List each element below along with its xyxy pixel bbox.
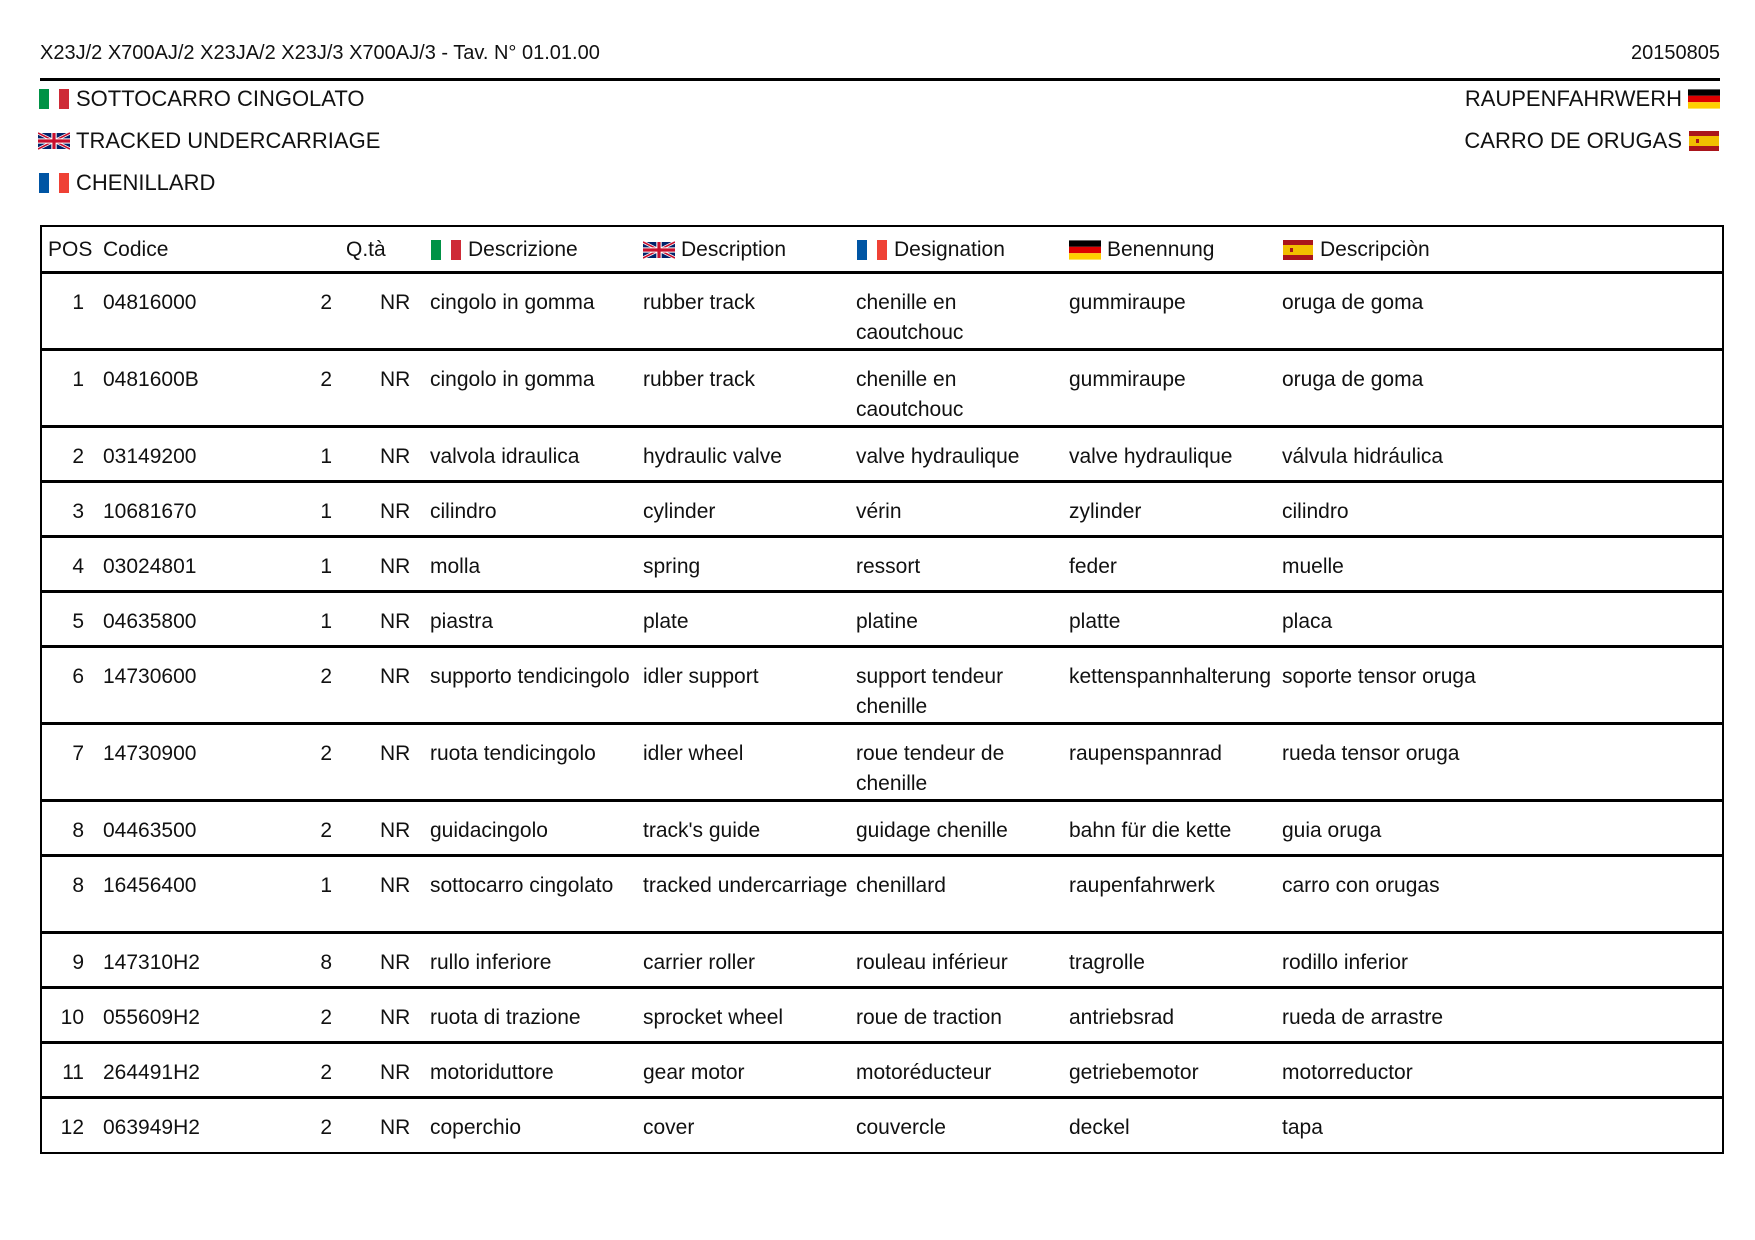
table-row — [42, 274, 1722, 351]
cell-desc-de: gummiraupe — [1069, 368, 1186, 391]
cell-pos: 6 — [72, 665, 84, 688]
cell-desc-fr: chenille en caoutchouc — [856, 368, 964, 421]
france-flag-icon — [38, 173, 70, 193]
cell-desc-de: antriebsrad — [1069, 1006, 1175, 1029]
cell-unit: NR — [380, 665, 411, 688]
cell-desc-de: tragrolle — [1069, 951, 1145, 974]
cell-pos: 12 — [60, 1116, 84, 1139]
cell-unit: NR — [380, 555, 411, 578]
cell-desc-it: cingolo in gomma — [430, 291, 595, 314]
cell-code: 03149200 — [103, 445, 197, 468]
cell-qty: 2 — [320, 1006, 332, 1029]
cell-desc-es: motorreductor — [1282, 1061, 1413, 1084]
cell-unit: NR — [380, 874, 411, 897]
table-row — [42, 648, 1722, 725]
cell-desc-fr: vérin — [856, 500, 902, 523]
cell-desc-it: valvola idraulica — [430, 445, 580, 468]
cell-qty: 2 — [320, 742, 332, 765]
cell-desc-it: rullo inferiore — [430, 951, 552, 974]
section-title-fr — [38, 170, 215, 196]
cell-desc-en: hydraulic valve — [643, 445, 782, 468]
cell-desc-de: bahn für die kette — [1069, 819, 1232, 842]
cell-desc-de: platte — [1069, 610, 1121, 633]
parts-table — [40, 225, 1724, 1154]
cell-desc-en: plate — [643, 610, 689, 633]
col-header-es-label: Descripciòn — [1320, 238, 1430, 261]
cell-pos: 1 — [72, 368, 84, 391]
col-header-it-label: Descrizione — [468, 238, 578, 261]
cell-code: 10681670 — [103, 500, 197, 523]
uk-flag-icon — [643, 240, 675, 260]
cell-desc-en: gear motor — [643, 1061, 745, 1084]
cell-pos: 2 — [72, 445, 84, 468]
cell-desc-fr: ressort — [856, 555, 921, 578]
cell-desc-es: cilindro — [1282, 500, 1349, 523]
germany-flag-icon — [1688, 89, 1720, 109]
cell-unit: NR — [380, 742, 411, 765]
page-header — [40, 38, 1720, 81]
table-row — [42, 802, 1722, 857]
cell-qty: 1 — [320, 445, 332, 468]
document-date: 20150805 — [1631, 42, 1720, 64]
cell-desc-it: guidacingolo — [430, 819, 548, 842]
cell-desc-es: tapa — [1282, 1116, 1323, 1139]
col-header-de — [1069, 238, 1214, 262]
cell-desc-es: rueda de arrastre — [1282, 1006, 1444, 1029]
table-row — [42, 857, 1722, 934]
cell-desc-fr: support tendeur chenille — [856, 665, 1004, 718]
cell-code: 16456400 — [103, 874, 197, 897]
cell-qty: 8 — [320, 951, 332, 974]
cell-desc-es: oruga de goma — [1282, 291, 1424, 314]
cell-qty: 2 — [320, 1061, 332, 1084]
cell-desc-es: rueda tensor oruga — [1282, 742, 1460, 765]
col-header-qty: Q.tà — [346, 238, 386, 261]
cell-desc-de: deckel — [1069, 1116, 1130, 1139]
cell-qty: 1 — [320, 500, 332, 523]
cell-desc-it: motoriduttore — [430, 1061, 554, 1084]
cell-pos: 11 — [62, 1061, 84, 1084]
cell-desc-es: placa — [1282, 610, 1333, 633]
cell-qty: 1 — [320, 555, 332, 578]
cell-desc-en: sprocket wheel — [643, 1006, 784, 1029]
col-header-de-label: Benennung — [1107, 238, 1215, 261]
cell-desc-fr: couvercle — [856, 1116, 946, 1139]
section-title-it — [38, 86, 364, 112]
cell-code: 04635800 — [103, 610, 197, 633]
cell-qty: 2 — [320, 291, 332, 314]
cell-code: 0481600B — [103, 368, 199, 391]
cell-desc-fr: motoréducteur — [856, 1061, 992, 1084]
cell-pos: 5 — [72, 610, 84, 633]
table-row — [42, 1099, 1722, 1152]
cell-code: 04816000 — [103, 291, 197, 314]
col-header-en-label: Description — [681, 238, 787, 261]
cell-pos: 8 — [72, 874, 84, 897]
cell-desc-es: válvula hidráulica — [1282, 445, 1444, 468]
cell-desc-de: valve hydraulique — [1069, 445, 1233, 468]
cell-unit: NR — [380, 819, 411, 842]
cell-qty: 2 — [320, 368, 332, 391]
cell-pos: 8 — [72, 819, 84, 842]
cell-desc-de: raupenfahrwerk — [1069, 874, 1215, 897]
col-header-es — [1282, 238, 1430, 262]
table-row — [42, 1044, 1722, 1099]
cell-desc-en: rubber track — [643, 368, 756, 391]
section-title-de — [1465, 86, 1720, 112]
cell-desc-es: oruga de goma — [1282, 368, 1424, 391]
cell-pos: 10 — [60, 1006, 84, 1029]
cell-code: 03024801 — [103, 555, 197, 578]
cell-desc-de: raupenspannrad — [1069, 742, 1222, 765]
cell-desc-it: ruota tendicingolo — [430, 742, 596, 765]
cell-qty: 2 — [320, 1116, 332, 1139]
cell-desc-en: carrier roller — [643, 951, 756, 974]
cell-desc-en: cylinder — [643, 500, 716, 523]
cell-unit: NR — [380, 610, 411, 633]
italy-flag-icon — [38, 89, 70, 109]
table-row — [42, 725, 1722, 802]
col-header-pos: POS — [48, 238, 93, 261]
cell-unit: NR — [380, 291, 411, 314]
cell-desc-it: sottocarro cingolato — [430, 874, 614, 897]
cell-desc-it: piastra — [430, 610, 494, 633]
cell-desc-it: ruota di trazione — [430, 1006, 581, 1029]
cell-qty: 2 — [320, 665, 332, 688]
cell-desc-en: cover — [643, 1116, 695, 1139]
cell-desc-fr: chenille en caoutchouc — [856, 291, 964, 344]
cell-pos: 7 — [72, 742, 84, 765]
cell-desc-de: getriebemotor — [1069, 1061, 1199, 1084]
cell-code: 14730600 — [103, 665, 197, 688]
col-header-code: Codice — [103, 238, 169, 261]
table-row — [42, 593, 1722, 648]
section-title-it-label: SOTTOCARRO CINGOLATO — [76, 86, 365, 111]
cell-desc-fr: platine — [856, 610, 918, 633]
table-row — [42, 483, 1722, 538]
cell-desc-fr: roue tendeur de chenille — [856, 742, 1005, 795]
cell-pos: 9 — [72, 951, 84, 974]
italy-flag-icon — [430, 240, 462, 260]
table-row — [42, 538, 1722, 593]
cell-desc-it: cingolo in gomma — [430, 368, 595, 391]
cell-unit: NR — [380, 1006, 411, 1029]
cell-desc-es: soporte tensor oruga — [1282, 665, 1476, 688]
cell-qty: 1 — [320, 874, 332, 897]
section-title-en-label: TRACKED UNDERCARRIAGE — [76, 128, 381, 153]
cell-desc-fr: valve hydraulique — [856, 445, 1020, 468]
col-header-en — [643, 238, 786, 262]
cell-desc-es: carro con orugas — [1282, 874, 1440, 897]
cell-unit: NR — [380, 951, 411, 974]
cell-desc-en: rubber track — [643, 291, 756, 314]
cell-code: 04463500 — [103, 819, 197, 842]
cell-desc-en: spring — [643, 555, 701, 578]
germany-flag-icon — [1069, 240, 1101, 260]
cell-desc-de: feder — [1069, 555, 1117, 578]
cell-code: 264491H2 — [103, 1061, 200, 1084]
cell-desc-it: cilindro — [430, 500, 497, 523]
cell-code: 14730900 — [103, 742, 197, 765]
cell-desc-de: zylinder — [1069, 500, 1142, 523]
table-row — [42, 428, 1722, 483]
cell-desc-en: idler support — [643, 665, 759, 688]
cell-desc-en: track's guide — [643, 819, 761, 842]
cell-desc-de: kettenspannhalterung — [1069, 665, 1271, 688]
cell-pos: 4 — [72, 555, 84, 578]
spain-flag-icon — [1282, 240, 1314, 260]
cell-code: 055609H2 — [103, 1006, 200, 1029]
col-header-fr — [856, 238, 1005, 262]
cell-desc-en: tracked undercarriage — [643, 874, 848, 897]
cell-desc-it: coperchio — [430, 1116, 522, 1139]
cell-qty: 2 — [320, 819, 332, 842]
cell-qty: 1 — [320, 610, 332, 633]
cell-desc-de: gummiraupe — [1069, 291, 1186, 314]
france-flag-icon — [856, 240, 888, 260]
table-header — [42, 227, 1722, 274]
cell-desc-en: idler wheel — [643, 742, 744, 765]
cell-unit: NR — [380, 500, 411, 523]
col-header-it — [430, 238, 578, 262]
cell-desc-es: guia oruga — [1282, 819, 1382, 842]
cell-pos: 1 — [72, 291, 84, 314]
table-row — [42, 351, 1722, 428]
cell-unit: NR — [380, 1061, 411, 1084]
cell-desc-fr: guidage chenille — [856, 819, 1008, 842]
col-header-fr-label: Designation — [894, 238, 1005, 261]
cell-desc-fr: chenillard — [856, 874, 946, 897]
uk-flag-icon — [38, 131, 70, 151]
cell-desc-it: supporto tendicingolo — [430, 665, 630, 688]
section-title-de-label: RAUPENFAHRWERH — [1464, 86, 1682, 111]
document-title: X23J/2 X700AJ/2 X23JA/2 X23J/3 X700AJ/3 - Tav. N° 01.01.00 — [40, 42, 600, 64]
section-title-en — [38, 128, 380, 154]
cell-pos: 3 — [72, 500, 84, 523]
cell-desc-fr: roue de traction — [856, 1006, 1002, 1029]
cell-desc-it: molla — [430, 555, 481, 578]
cell-desc-es: muelle — [1282, 555, 1344, 578]
cell-unit: NR — [380, 368, 411, 391]
cell-desc-es: rodillo inferior — [1282, 951, 1409, 974]
section-title-es-label: CARRO DE ORUGAS — [1464, 128, 1682, 153]
cell-code: 063949H2 — [103, 1116, 200, 1139]
section-title-es — [1464, 128, 1720, 154]
cell-unit: NR — [380, 445, 411, 468]
cell-code: 147310H2 — [103, 951, 200, 974]
spain-flag-icon — [1688, 131, 1720, 151]
cell-unit: NR — [380, 1116, 411, 1139]
cell-desc-fr: rouleau inférieur — [856, 951, 1008, 974]
section-title-fr-label: CHENILLARD — [76, 170, 216, 195]
table-row — [42, 934, 1722, 989]
table-row — [42, 989, 1722, 1044]
